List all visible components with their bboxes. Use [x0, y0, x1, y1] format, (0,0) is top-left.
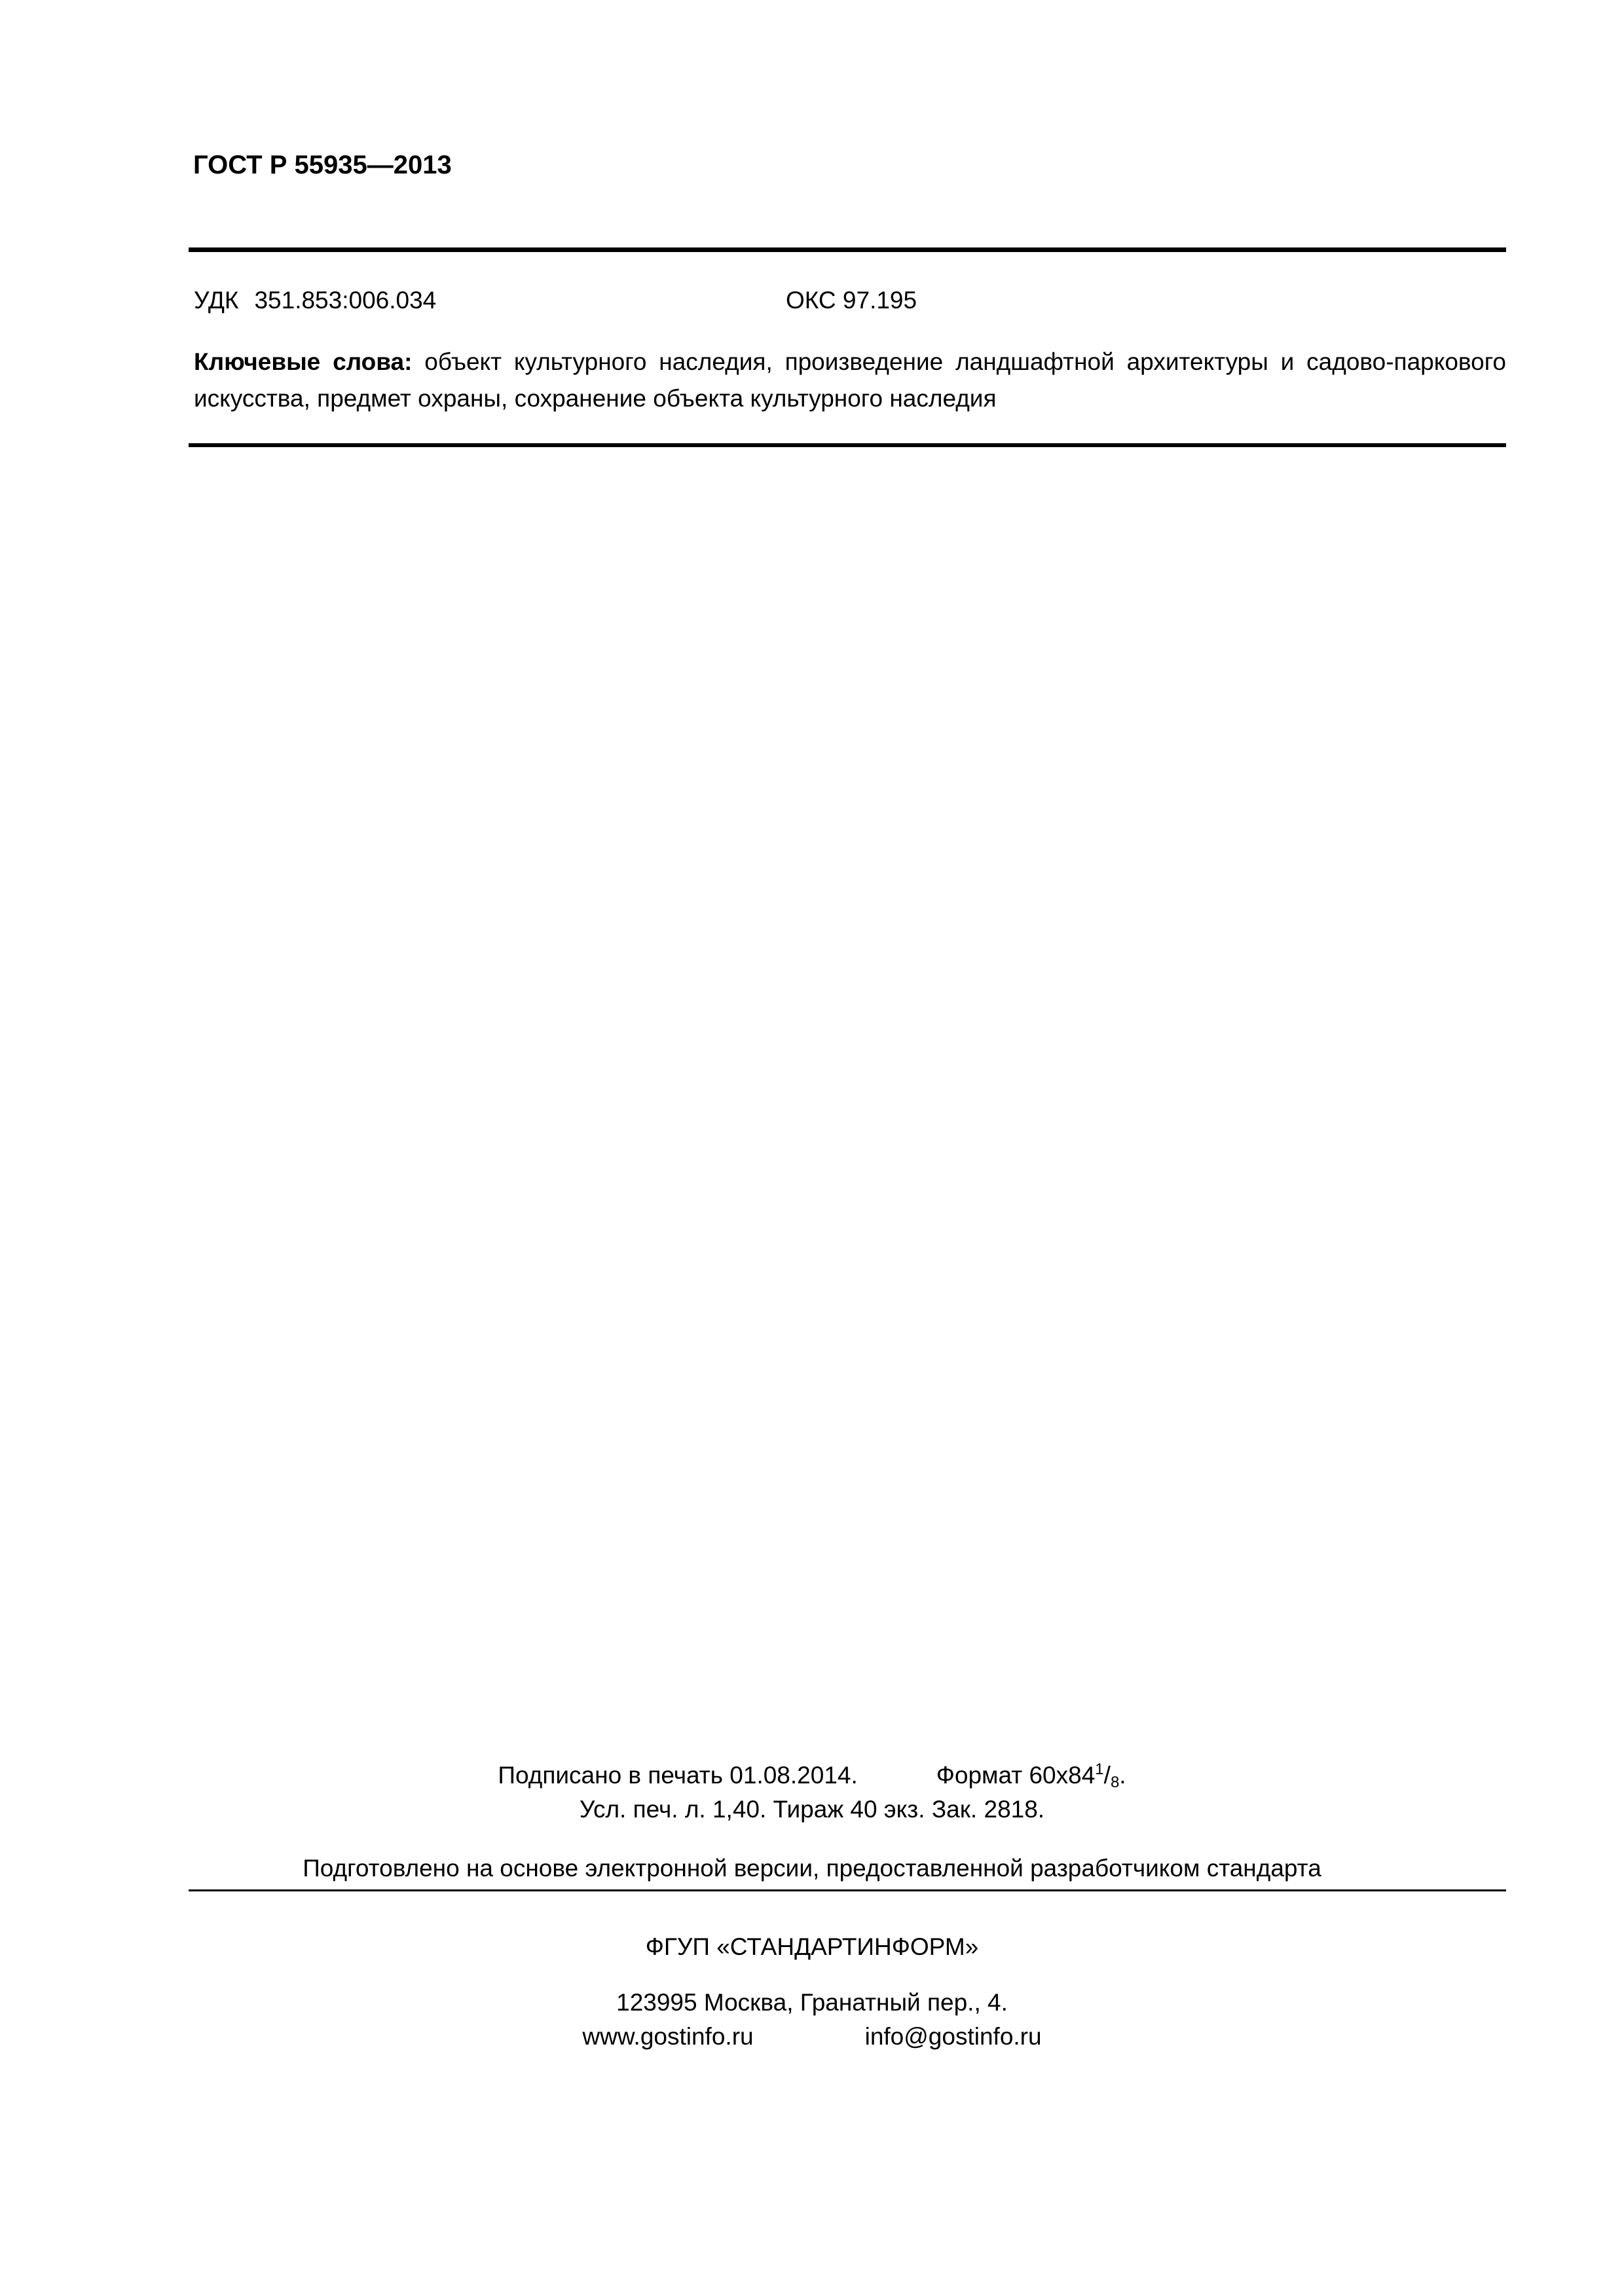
signed-date: Подписано в печать 01.08.2014. — [498, 1762, 858, 1789]
oks-value: 97.195 — [842, 287, 917, 314]
bottom-divider — [189, 1889, 1506, 1891]
prepared-note: Подготовлено на основе электронной версии, предоставленной разработчиком стандарта — [303, 1855, 1321, 1882]
email-link[interactable]: info@gostinfo.ru — [864, 2023, 1042, 2050]
format-numerator: 1 — [1095, 1760, 1104, 1778]
udk-classification — [194, 288, 436, 312]
publisher-contacts — [0, 2024, 1624, 2049]
imprint-line-2: Усл. печ. л. 1,40. Тираж 40 экз. Зак. 2818. — [579, 1796, 1045, 1823]
publisher-name: ФГУП «СТАНДАРТИНФОРМ» — [645, 1933, 979, 1960]
top-divider — [189, 247, 1506, 252]
keywords-paragraph — [194, 344, 1506, 417]
format-slash: / — [1103, 1762, 1111, 1789]
publisher-address: 123995 Москва, Гранатный пер., 4. — [616, 1989, 1008, 2016]
udk-label: УДК — [194, 287, 239, 314]
middle-divider — [189, 443, 1506, 447]
keywords-text: объект культурного наследия, произведение ландшафтной архитектуры и садово-паркового искусства, предмет охраны, сохранение объекта культурного наследия — [194, 348, 1507, 412]
standard-code: ГОСТ Р 55935—2013 — [193, 151, 452, 179]
imprint-line-1 — [0, 1760, 1624, 1791]
website-link[interactable]: www.gostinfo.ru — [582, 2023, 754, 2050]
udk-value: 351.853:006.034 — [254, 287, 437, 314]
format-denominator: 8 — [1110, 1774, 1120, 1791]
oks-label: ОКС — [786, 287, 836, 314]
format-prefix: Формат 60x84 — [936, 1762, 1096, 1789]
keywords-label: Ключевые слова: — [194, 348, 413, 375]
oks-classification — [786, 288, 917, 312]
format-info — [936, 1762, 1126, 1789]
format-suffix: . — [1119, 1762, 1126, 1789]
